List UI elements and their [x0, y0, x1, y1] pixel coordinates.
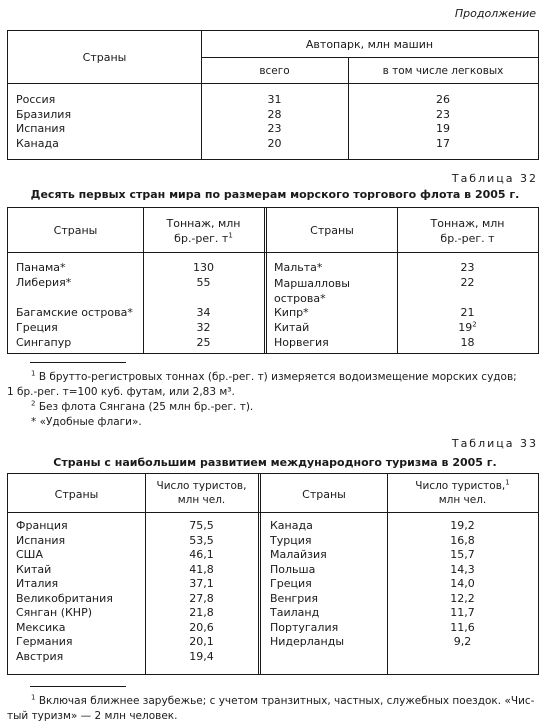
country-name: Россия: [16, 93, 56, 106]
table-row: [274, 306, 309, 319]
tourists-value: 75,5: [189, 519, 214, 532]
table-row: Испания: [16, 533, 66, 547]
column-header-tourists: Число туристов, млн чел.: [156, 480, 247, 506]
footnote-divider: [30, 686, 126, 687]
table-row: Австрия: [16, 649, 64, 663]
value-total: 28: [267, 107, 282, 121]
table-row: [16, 93, 536, 108]
table-row: [16, 336, 71, 349]
country-name: Кипр*: [274, 306, 309, 319]
table-row: [274, 276, 350, 306]
table-row: Канада: [270, 519, 313, 532]
tonnage-value: 25: [196, 336, 211, 349]
tourists-value: 19,2: [450, 519, 475, 532]
tourists-value: 27,8: [189, 591, 214, 605]
table-row: [16, 137, 536, 152]
tonnage-value: 130: [193, 261, 214, 274]
table-32-label: Таблица 32: [451, 172, 538, 185]
tonnage-value: 32: [196, 321, 211, 334]
value-total: 31: [267, 93, 282, 106]
tourists-value: 14,3: [450, 562, 475, 576]
tourists-value: 37,1: [189, 577, 214, 590]
table-row: [274, 321, 309, 334]
column-header-country: Страны: [53, 224, 98, 237]
table-33-label: Таблица 33: [451, 437, 538, 450]
country-name: Либерия*: [16, 276, 72, 289]
column-header-country: Страны: [302, 488, 346, 501]
country-name: Маршалловы: [274, 277, 350, 290]
table-row: Португалия: [270, 620, 339, 634]
tourists-value: 11,6: [450, 620, 475, 634]
country-name: Мальта*: [274, 261, 323, 274]
tourists-value: 46,1: [189, 548, 214, 561]
column-header-country: Страны: [54, 488, 99, 501]
table-row: Турция: [270, 533, 312, 547]
tonnage-value: 34: [196, 306, 211, 319]
table-row: Нидерланды: [270, 635, 345, 648]
tourists-value: 11,7: [450, 606, 475, 619]
tonnage-value: 55: [196, 276, 211, 289]
tonnage-value: 23: [460, 261, 475, 274]
column-header-tonnage: Тоннаж, млн бр.-рег. т: [430, 217, 505, 245]
value-cars: 26: [436, 93, 450, 106]
footnote-1: $^1$ В брутто-регистровых тоннах (бр.-рег. т) измеряется водоизмещение морских судов; 1 бр.-рег. т=100 куб. футам, или 2,83 м³. $^2$ Без флота Сянгана (25 млн бр.-рег. т). * «Удобные флаги».: [7, 369, 517, 428]
merchant-fleet-table: [7, 207, 539, 354]
table-row: Малайзия: [270, 548, 327, 561]
column-header-tonnage: Тоннаж, млн бр.-рег. $т^1$: [166, 217, 241, 245]
value-cars: 17: [436, 136, 450, 150]
value-total: 23: [267, 122, 282, 135]
table-row: Сянган (КНР): [16, 606, 92, 619]
table-33-title: Страны с наибольшим развитием международного туризма в 2005 г.: [53, 456, 497, 469]
tourists-value: 12,2: [450, 591, 475, 605]
footnote-divider: [30, 362, 126, 363]
tourists-value: 20,1: [189, 635, 214, 648]
tourists-value: 16,8: [450, 533, 475, 547]
tourists-value: 20,6: [189, 620, 214, 634]
table-row: [16, 276, 71, 289]
table-row: [274, 261, 322, 274]
tourists-value: 41,8: [189, 562, 214, 576]
column-header-tourists: Число туристов,$^1$ млн чел.: [415, 478, 510, 506]
country-name: Бразилия: [16, 107, 72, 121]
tourists-value: 14,0: [450, 577, 475, 590]
table-32-title: Десять первых стран мира по размерам морского торгового флота в 2005 г.: [30, 188, 520, 201]
country-name-cont: острова*: [274, 292, 326, 305]
country-name: Панама*: [16, 261, 66, 274]
tourists-value: 9,2: [453, 635, 472, 648]
tourists-value: 21,8: [189, 606, 214, 619]
table-row: Таиланд: [270, 606, 320, 619]
table-row: Польша: [270, 562, 316, 576]
table-row: [16, 306, 133, 319]
country-name: Канада: [16, 136, 59, 150]
column-header-group: Автопарк, млн машин: [305, 38, 434, 51]
table-row: [16, 122, 536, 137]
tonnage-value: 18: [460, 336, 475, 349]
tourists-value: 15,7: [450, 548, 475, 561]
table-row: Германия: [16, 635, 73, 648]
table-row: [16, 321, 58, 334]
table-row: Венгрия: [270, 591, 319, 605]
column-header-country: Страны: [82, 51, 127, 64]
column-header-cars: в том числе легковых: [382, 65, 504, 77]
table-row: [16, 261, 65, 274]
country-name: Багамские острова*: [16, 306, 133, 319]
table-row: США: [16, 548, 43, 561]
tourists-value: 53,5: [189, 533, 214, 547]
table-row: [16, 108, 536, 123]
continuation-label: Продолжение: [454, 7, 536, 20]
footnote-tourism: $^1$ Включая ближнее зарубежье; с учетом транзитных, частных, служебных поездок. «Чис- тый туризм» — 2 млн человек.: [7, 693, 535, 722]
tonnage-value: 21: [460, 306, 475, 319]
value-cars: 19: [436, 122, 450, 135]
column-header-country: Страны: [310, 224, 354, 237]
table-row: Мексика: [16, 620, 66, 634]
tonnage-value: 22: [460, 276, 475, 289]
table-row: Франция: [16, 519, 68, 532]
table-row: Китай: [16, 562, 52, 576]
table-row: [274, 336, 329, 349]
tourism-table: [7, 473, 539, 675]
auto-fleet-table: [7, 30, 539, 160]
country-name: Испания: [16, 122, 66, 135]
country-name: Норвегия: [274, 336, 329, 349]
value-cars: 23: [436, 107, 450, 121]
tonnage-value: $19^2$: [458, 320, 477, 334]
value-total: 20: [267, 136, 282, 150]
table-row: Великобритания: [16, 591, 113, 605]
country-name: Греция: [16, 321, 58, 334]
tourists-value: 19,4: [189, 649, 214, 663]
column-header-total: всего: [259, 65, 290, 77]
country-name: Китай: [274, 321, 310, 334]
table-row: Греция: [270, 577, 312, 590]
table-row: Италия: [16, 577, 59, 590]
country-name: Сингапур: [16, 336, 72, 349]
